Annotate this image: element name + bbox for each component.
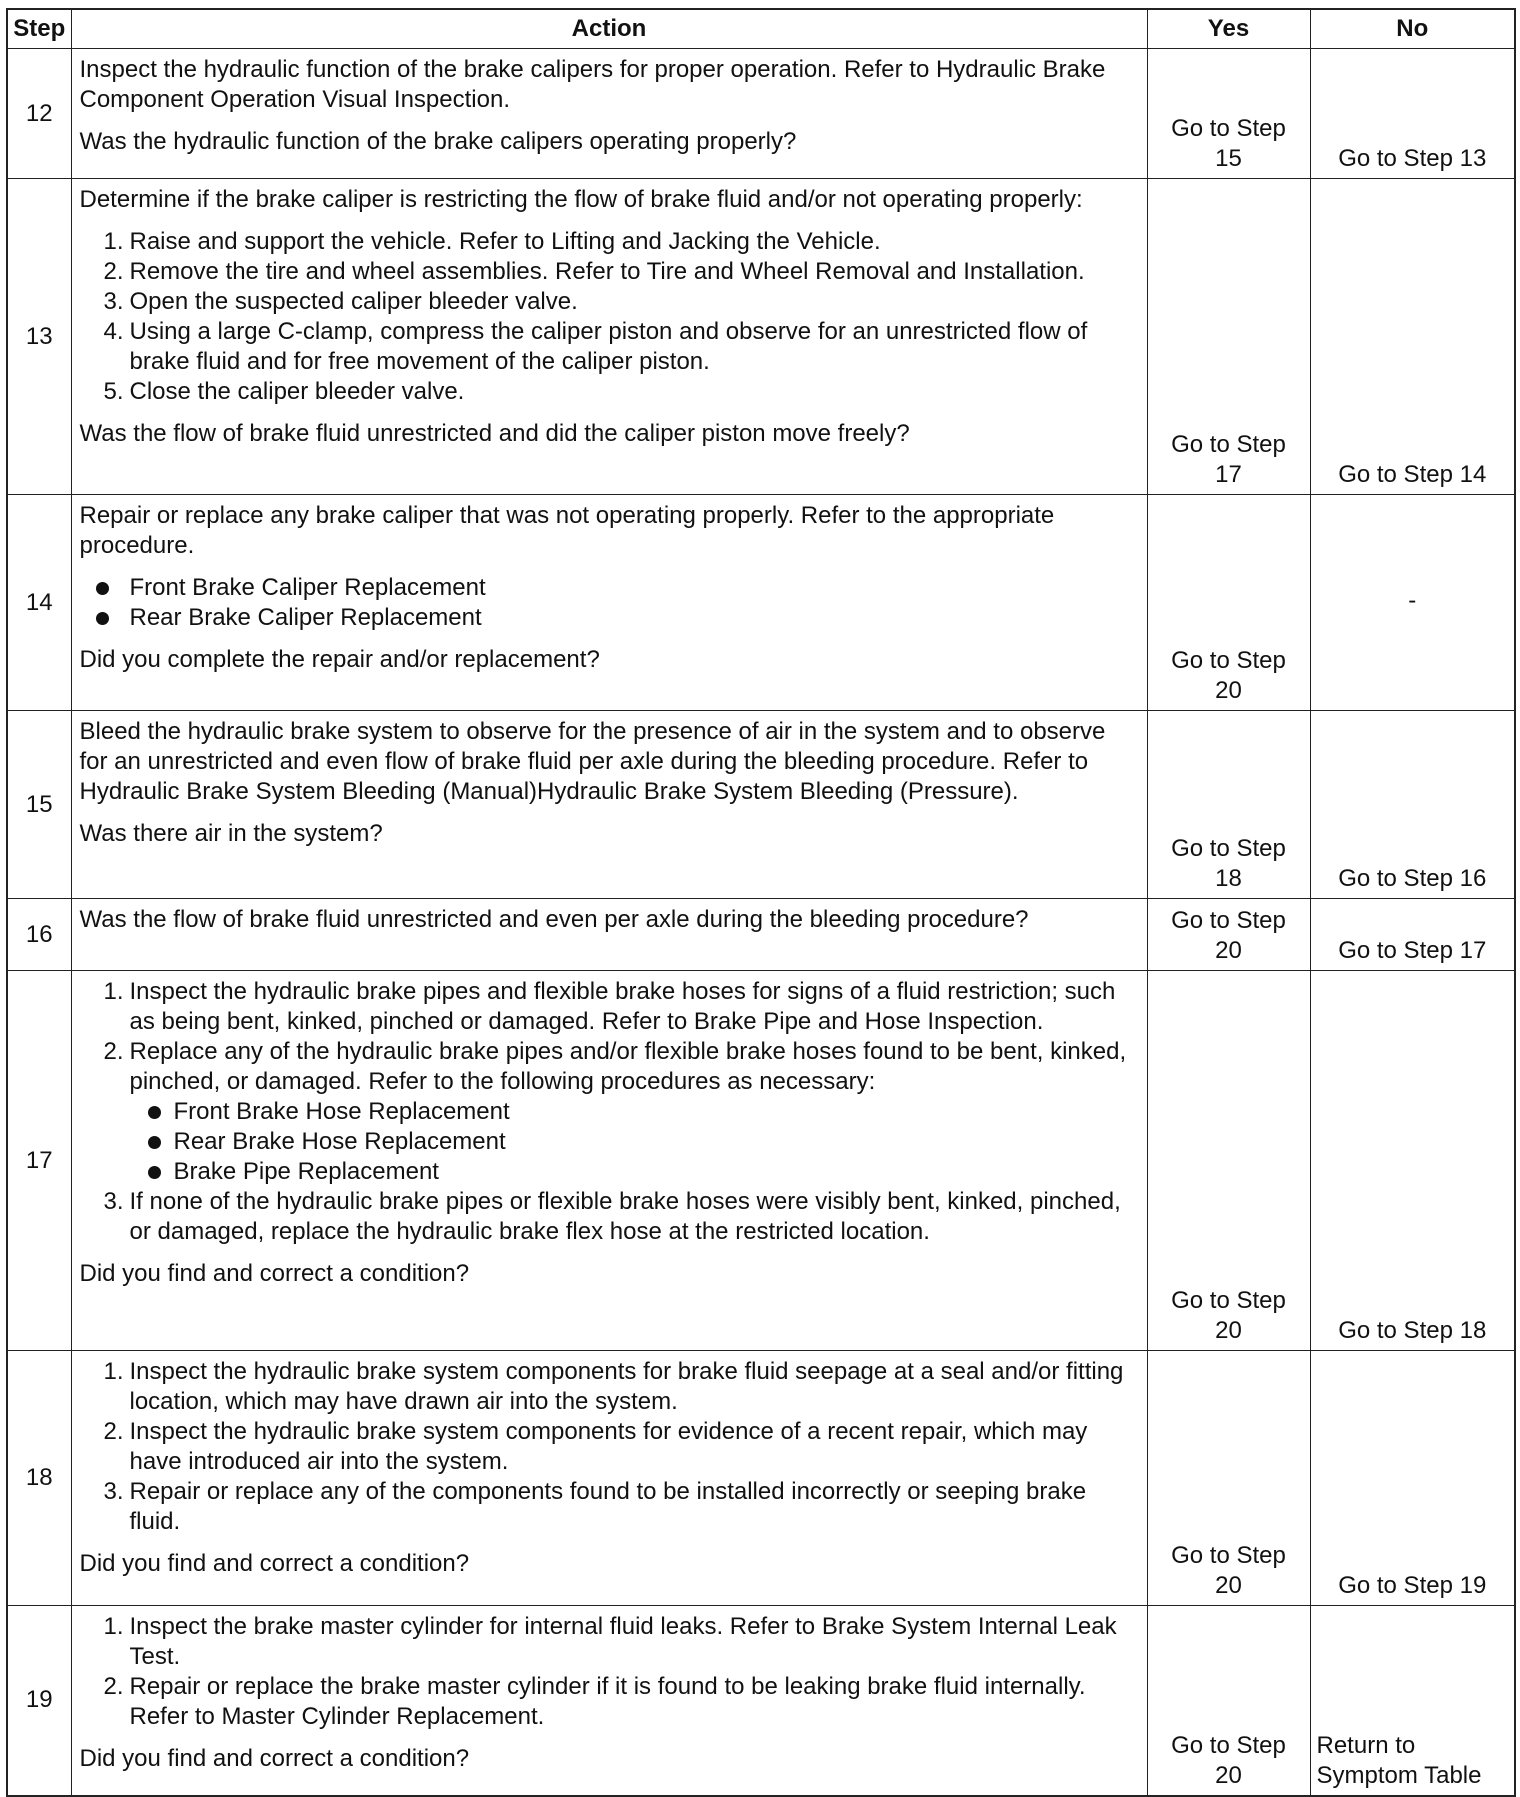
- header-step: Step: [7, 9, 71, 49]
- procedure-list: [80, 227, 1139, 407]
- diagnostic-table-page: [6, 8, 1514, 1797]
- yes-label: Go to Step: [1171, 835, 1286, 862]
- step-number: 12: [7, 49, 71, 179]
- bullet-icon: [148, 1106, 161, 1119]
- list-text: Close the caliper bleeder valve.: [129, 378, 465, 405]
- step-number: 16: [7, 899, 71, 971]
- list-item: [80, 1612, 1139, 1672]
- action-question: Was the flow of brake fluid unrestricted and even per axle during the bleeding procedure?: [79, 906, 1029, 933]
- list-item: [130, 1127, 1139, 1157]
- table-row: [7, 899, 1515, 971]
- step-number: 13: [7, 179, 71, 495]
- list-number: 1.: [103, 978, 124, 1005]
- list-number: 3.: [103, 1478, 124, 1505]
- action-cell: [71, 971, 1147, 1351]
- yes-label: Go to Step: [1171, 431, 1286, 458]
- list-item: [80, 317, 1139, 377]
- list-item: [130, 1097, 1139, 1127]
- step-number: 14: [7, 495, 71, 711]
- yes-cell: [1147, 49, 1310, 179]
- action-cell: [71, 495, 1147, 711]
- no-label: Return to: [1316, 1731, 1416, 1759]
- yes-step: 20: [1215, 1761, 1242, 1789]
- yes-cell: [1147, 179, 1310, 495]
- list-text: Repair or replace the brake master cylinder if it is found to be leaking brake fluid internally. Refer to Master Cylinder Replacement.: [129, 1673, 1086, 1730]
- no-cell: Go to Step 19: [1310, 1351, 1515, 1606]
- step-number: 19: [7, 1606, 71, 1796]
- action-text: Determine if the brake caliper is restricting the flow of brake fluid and/or not operating properly:: [79, 186, 1083, 213]
- list-text: Open the suspected caliper bleeder valve.: [129, 288, 578, 315]
- list-item: [80, 603, 1139, 633]
- action-text: Bleed the hydraulic brake system to observe for the presence of air in the system and to observe for an unrestricted and even flow of brake fluid per axle during the bleeding procedure. Refer to Hydraulic Brake System Bleeding (Manual)Hydraulic Brake System Bleeding (Pressure).: [79, 718, 1106, 805]
- no-cell: Go to Step 14: [1310, 179, 1515, 495]
- list-number: 5.: [103, 378, 124, 405]
- header-yes: Yes: [1147, 9, 1310, 49]
- list-text: Front Brake Caliper Replacement: [129, 574, 486, 601]
- list-item: [80, 1672, 1139, 1732]
- table-header-row: [7, 9, 1515, 49]
- header-action: Action: [71, 9, 1147, 49]
- list-text: Replace any of the hydraulic brake pipes and/or flexible brake hoses found to be bent, kinked, pinched, or damaged. Refer to the following procedures as necessary:: [129, 1038, 1127, 1095]
- yes-step: 18: [1215, 865, 1242, 892]
- list-text: Inspect the brake master cylinder for internal fluid leaks. Refer to Brake System Internal Leak Test.: [129, 1613, 1117, 1670]
- list-text: Inspect the hydraulic brake system components for evidence of a recent repair, which may have introduced air into the system.: [129, 1418, 1088, 1475]
- action-text: Inspect the hydraulic function of the brake calipers for proper operation. Refer to Hydraulic Brake Component Operation Visual Inspection.: [79, 56, 1106, 113]
- yes-cell: [1147, 971, 1310, 1351]
- bullet-list: [80, 573, 1139, 633]
- step-number: 18: [7, 1351, 71, 1606]
- list-number: 1.: [103, 228, 124, 255]
- table-row: [7, 49, 1515, 179]
- action-question: Was the flow of brake fluid unrestricted and did the caliper piston move freely?: [79, 420, 910, 447]
- list-item: [80, 377, 1139, 407]
- no-cell: [1310, 1606, 1515, 1796]
- yes-label: Go to Step: [1171, 1542, 1286, 1569]
- action-question: Did you find and correct a condition?: [79, 1550, 470, 1577]
- action-text: Repair or replace any brake caliper that was not operating properly. Refer to the appropriate procedure.: [79, 502, 1055, 559]
- bullet-icon: [96, 612, 109, 625]
- list-item: [80, 573, 1139, 603]
- procedure-list: [80, 1357, 1139, 1537]
- list-text: Using a large C-clamp, compress the caliper piston and observe for an unrestricted flow of brake fluid and for free movement of the caliper piston.: [129, 318, 1088, 375]
- list-text: Rear Brake Caliper Replacement: [129, 604, 482, 631]
- action-cell: [71, 49, 1147, 179]
- list-text: Raise and support the vehicle. Refer to Lifting and Jacking the Vehicle.: [129, 228, 881, 255]
- list-text: If none of the hydraulic brake pipes or flexible brake hoses were visibly bent, kinked, pinched, or damaged, replace the hydraulic brake flex hose at the restricted location.: [129, 1188, 1121, 1245]
- yes-cell: [1147, 1351, 1310, 1606]
- yes-label: Go to Step: [1171, 647, 1286, 674]
- list-item: [80, 977, 1139, 1037]
- yes-cell: [1147, 899, 1310, 971]
- procedure-list: [80, 1612, 1139, 1732]
- action-cell: [71, 1606, 1147, 1796]
- list-item: [80, 257, 1139, 287]
- action-question: Did you find and correct a condition?: [79, 1745, 470, 1772]
- list-text: Remove the tire and wheel assemblies. Refer to Tire and Wheel Removal and Installation.: [129, 258, 1085, 285]
- yes-step: 20: [1215, 1317, 1242, 1344]
- no-target: Symptom Table: [1316, 1761, 1482, 1789]
- header-no: No: [1310, 9, 1515, 49]
- yes-cell: [1147, 1606, 1310, 1796]
- bullet-icon: [148, 1136, 161, 1149]
- bullet-icon: [96, 582, 109, 595]
- table-row: [7, 1351, 1515, 1606]
- no-cell: -: [1310, 495, 1515, 711]
- yes-step: 17: [1215, 461, 1242, 488]
- yes-step: 20: [1215, 677, 1242, 704]
- list-item: [80, 1037, 1139, 1187]
- action-question: Was the hydraulic function of the brake calipers operating properly?: [79, 128, 797, 155]
- list-number: 2.: [103, 258, 124, 285]
- list-number: 2.: [103, 1673, 124, 1700]
- list-number: 4.: [103, 318, 124, 345]
- yes-label: Go to Step: [1171, 1287, 1286, 1314]
- table-row: [7, 495, 1515, 711]
- action-cell: [71, 711, 1147, 899]
- yes-step: 20: [1215, 1572, 1242, 1599]
- action-question: Did you find and correct a condition?: [79, 1260, 470, 1287]
- yes-step: 20: [1215, 937, 1242, 964]
- bullet-icon: [148, 1166, 161, 1179]
- list-number: 3.: [103, 288, 124, 315]
- step-number: 17: [7, 971, 71, 1351]
- bullet-list: [130, 1097, 1139, 1187]
- yes-cell: [1147, 495, 1310, 711]
- list-number: 3.: [103, 1188, 124, 1215]
- list-item: [80, 1357, 1139, 1417]
- action-question: Was there air in the system?: [79, 820, 383, 847]
- action-question: Did you complete the repair and/or replacement?: [79, 646, 600, 673]
- no-cell: Go to Step 18: [1310, 971, 1515, 1351]
- yes-label: Go to Step: [1171, 907, 1286, 934]
- table-row: [7, 971, 1515, 1351]
- list-number: 2.: [103, 1418, 124, 1445]
- list-item: [130, 1157, 1139, 1187]
- yes-cell: [1147, 711, 1310, 899]
- diagnostic-table: [6, 8, 1516, 1797]
- action-cell: [71, 179, 1147, 495]
- list-number: 1.: [103, 1613, 124, 1640]
- list-text: Inspect the hydraulic brake pipes and flexible brake hoses for signs of a fluid restriction; such as being bent, kinked, pinched or damaged. Refer to Brake Pipe and Hose Inspection.: [129, 978, 1116, 1035]
- no-cell: Go to Step 17: [1310, 899, 1515, 971]
- list-text: Inspect the hydraulic brake system components for brake fluid seepage at a seal and/or fitting location, which may have drawn air into the system.: [129, 1358, 1124, 1415]
- procedure-list: [80, 977, 1139, 1247]
- list-number: 1.: [103, 1358, 124, 1385]
- list-item: [80, 227, 1139, 257]
- list-text: Brake Pipe Replacement: [173, 1158, 439, 1185]
- list-number: 2.: [103, 1038, 124, 1065]
- list-item: [80, 1417, 1139, 1477]
- action-cell: [71, 899, 1147, 971]
- no-cell: Go to Step 16: [1310, 711, 1515, 899]
- list-item: [80, 1187, 1139, 1247]
- step-number: 15: [7, 711, 71, 899]
- list-text: Rear Brake Hose Replacement: [173, 1128, 506, 1155]
- yes-label: Go to Step: [1171, 115, 1286, 142]
- list-item: [80, 287, 1139, 317]
- table-row: [7, 1606, 1515, 1796]
- table-row: [7, 179, 1515, 495]
- yes-label: Go to Step: [1171, 1731, 1286, 1759]
- list-text: Repair or replace any of the components found to be installed incorrectly or seeping brake fluid.: [129, 1478, 1087, 1535]
- list-item: [80, 1477, 1139, 1537]
- yes-step: 15: [1215, 145, 1242, 172]
- list-text: Front Brake Hose Replacement: [173, 1098, 510, 1125]
- table-row: [7, 711, 1515, 899]
- no-cell: Go to Step 13: [1310, 49, 1515, 179]
- action-cell: [71, 1351, 1147, 1606]
